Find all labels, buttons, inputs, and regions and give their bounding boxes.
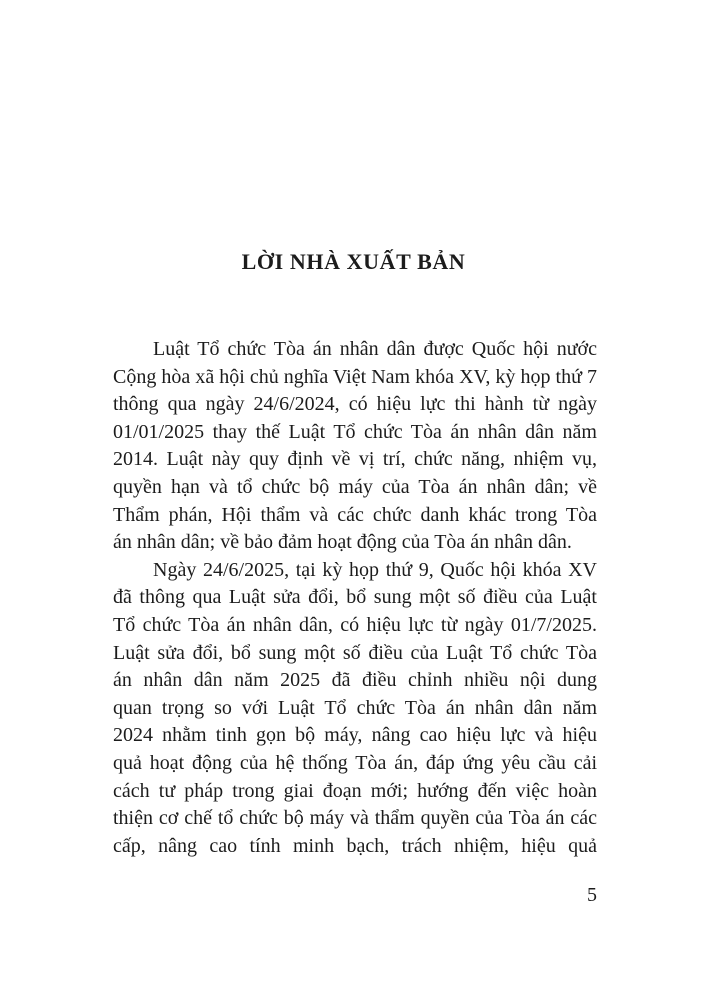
text-line: quả hoạt động của hệ thống Tòa án, đáp ứng yêu cầu cải	[113, 751, 597, 774]
body-text	[113, 336, 597, 860]
text-line: cách tư pháp trong giai đoạn mới; hướng đến việc hoàn	[113, 779, 597, 802]
text-line: quan trọng so với Luật Tổ chức Tòa án nhân dân năm	[113, 696, 597, 719]
text-line: thiện cơ chế tổ chức bộ máy và thẩm quyền của Tòa án các	[113, 807, 597, 830]
text-line: Thẩm phán, Hội thẩm và các chức danh khác trong Tòa	[113, 503, 597, 526]
page-number: 5	[587, 884, 597, 906]
text-line: Tổ chức Tòa án nhân dân, có hiệu lực từ ngày 01/7/2025.	[113, 613, 597, 636]
text-line: Ngày 24/6/2025, tại kỳ họp thứ 9, Quốc hội khóa XV	[153, 558, 597, 581]
text-line: đã thông qua Luật sửa đổi, bổ sung một số điều của Luật	[113, 586, 597, 609]
text-line: Luật Tổ chức Tòa án nhân dân được Quốc hội nước	[153, 338, 597, 360]
text-line: Cộng hòa xã hội chủ nghĩa Việt Nam khóa XV, kỳ họp thứ 7	[113, 365, 597, 388]
paragraph	[113, 336, 597, 557]
text-line: án nhân dân; về bảo đảm hoạt động của Tòa án nhân dân.	[113, 531, 572, 554]
text-line: 2014. Luật này quy định về vị trí, chức năng, nhiệm vụ,	[113, 448, 597, 471]
page-title: LỜI NHÀ XUẤT BẢN	[241, 249, 466, 274]
text-line: Luật sửa đổi, bổ sung một số điều của Luật Tổ chức Tòa	[113, 641, 597, 664]
text-line: thông qua ngày 24/6/2024, có hiệu lực thi hành từ ngày	[113, 393, 597, 416]
paragraph	[113, 557, 597, 861]
text-line: cấp, nâng cao tính minh bạch, trách nhiệm, hiệu quả	[113, 834, 597, 857]
text-line: 2024 nhằm tinh gọn bộ máy, nâng cao hiệu lực và hiệu	[113, 724, 597, 747]
text-line: quyền hạn và tổ chức bộ máy của Tòa án nhân dân; về	[113, 475, 597, 498]
text-line: án nhân dân năm 2025 đã điều chỉnh nhiều nội dung	[113, 669, 597, 692]
text-line: 01/01/2025 thay thế Luật Tổ chức Tòa án nhân dân năm	[113, 420, 597, 443]
